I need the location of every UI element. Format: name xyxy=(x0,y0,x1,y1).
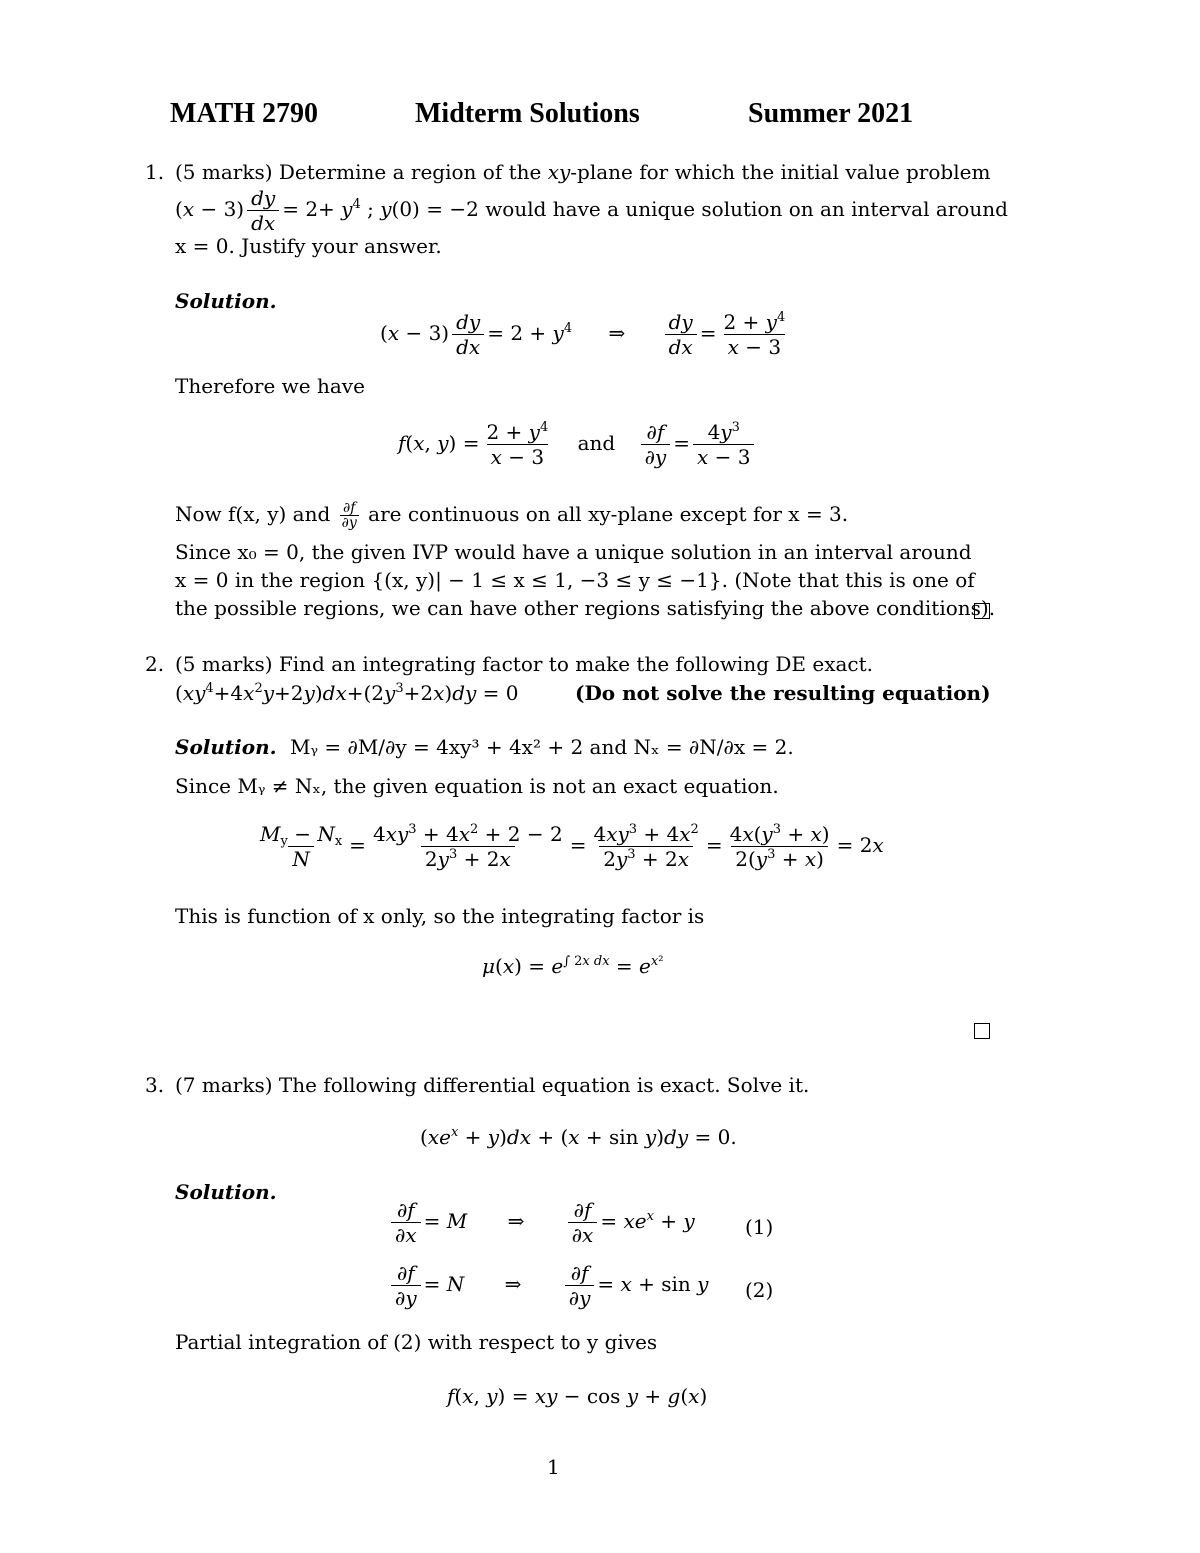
q1-number: 1. xyxy=(145,160,165,184)
q1-qed-box xyxy=(974,600,990,624)
q1-now-line: Now f(x, y) and $\frac{\partial f}{\partial y}$ are continuous on all xy-plane except for x = 3. xyxy=(175,500,849,531)
q1-equation-2: f(x, y) = $\frac{2 + y^4}{x - 3}$ and $\frac{\partial f}{\partial y}$ = $\frac{4y^3}{x - 3}$ xyxy=(398,420,757,469)
q1-equation-1: (x − 3) $\frac{dy}{dx}$ = $2 + y^4$ ⇒ $\frac{dy}{dx}$ = $\frac{2 + y^4}{x - 3}$ xyxy=(380,310,786,359)
q3-partial: Partial integration of (2) with respect to y gives xyxy=(175,1330,658,1354)
q2-since: Since Mᵧ ≠ Nₓ, the given equation is not an exact equation. xyxy=(175,774,779,798)
q2-integrating-factor: $\mu(x) = e^{\int 2x dx} = e^{x^2}$ xyxy=(482,954,664,978)
q3-result: f(x, y) = xy − cos y + g(x) xyxy=(447,1384,708,1408)
q1-since-3: the possible regions, we can have other regions satisfying the above conditions). xyxy=(175,596,996,620)
q1-since-2: x = 0 in the region {(x, y)| − 1 ≤ x ≤ 1, −3 ≤ y ≤ −1}. (Note that this is one of xyxy=(175,568,975,592)
q1-line3: x = 0. Justify your answer. xyxy=(175,234,442,258)
q1-ivp-line: (x − 3) $\frac{dy}{dx}$ = $2+ y^4$ ; y(0) = −2 would have a unique solution on an interval around xyxy=(175,186,1008,235)
q3-prompt: (7 marks) The following differential equation is exact. Solve it. xyxy=(175,1073,810,1097)
q1-since-1: Since x₀ = 0, the given IVP would have a unique solution in an interval around xyxy=(175,540,972,564)
document-title: Midterm Solutions xyxy=(415,98,640,129)
q1-now-b: are continuous on all xy-plane except for x = 3. xyxy=(368,502,849,526)
q2-chain-equation: $\frac{M_y - N_x}{N}$ = $\frac{4xy^3 + 4x^2 + 2 - 2}{2y^3 + 2x}$ = $\frac{4xy^3 + 4x^2}{2y^3 + 2x}$ = $\frac{4x(y^3 + x)}{2(y^3 + x)}$ = 2x xyxy=(260,822,884,871)
q1-solution-label: Solution. xyxy=(175,289,277,313)
q3-system-row-2: $\frac{\partial f}{\partial y}$ = N ⇒ $\frac{\partial f}{\partial y}$ = x + sin y xyxy=(388,1261,708,1310)
q3-tag-2: (2) xyxy=(745,1278,774,1302)
course-code: MATH 2790 xyxy=(170,98,319,129)
page-number: 1 xyxy=(547,1455,560,1479)
q2-solution-line: Mᵧ = ∂M/∂y = 4xy³ + 4x² + 2 and Nₓ = ∂N/∂x = 2. xyxy=(290,735,794,759)
q1-and-word: and xyxy=(577,431,616,455)
term-label: Summer 2021 xyxy=(748,98,914,129)
q2-note: (Do not solve the resulting equation) xyxy=(575,681,991,705)
q2-qed-box xyxy=(974,1020,990,1044)
q3-system-row-1: $\frac{\partial f}{\partial x}$ = M ⇒ $\frac{\partial f}{\partial x}$ = $xe^x + y$ xyxy=(388,1198,695,1247)
q1-prompt-a: (5 marks) Determine a region of the xyxy=(175,160,542,184)
q3-solution-label: Solution. xyxy=(175,1180,277,1204)
q1-now-a: Now f(x, y) and xyxy=(175,502,331,526)
q3-tag-1: (1) xyxy=(745,1215,774,1239)
q1-prompt-line1: (5 marks) Determine a region of the xy-plane for which the initial value problem xyxy=(175,160,991,184)
q3-equation: $(xe^x + y)dx + (x + \sin y)dy = 0$. xyxy=(420,1125,737,1149)
q1-ivp-tail: would have a unique solution on an interval around xyxy=(485,197,1008,221)
q3-number: 3. xyxy=(145,1073,165,1097)
q1-therefore: Therefore we have xyxy=(175,374,365,398)
q2-prompt: (5 marks) Find an integrating factor to make the following DE exact. xyxy=(175,652,873,676)
q2-number: 2. xyxy=(145,652,165,676)
q1-prompt-b: -plane for which the initial value problem xyxy=(570,160,991,184)
q2-this-is: This is function of x only, so the integrating factor is xyxy=(175,904,705,928)
q2-solution-label: Solution. xyxy=(175,735,277,759)
q2-equation: $(xy^4+4x^2y+2y)dx+(2y^3+2x)dy = 0$ xyxy=(175,681,519,705)
